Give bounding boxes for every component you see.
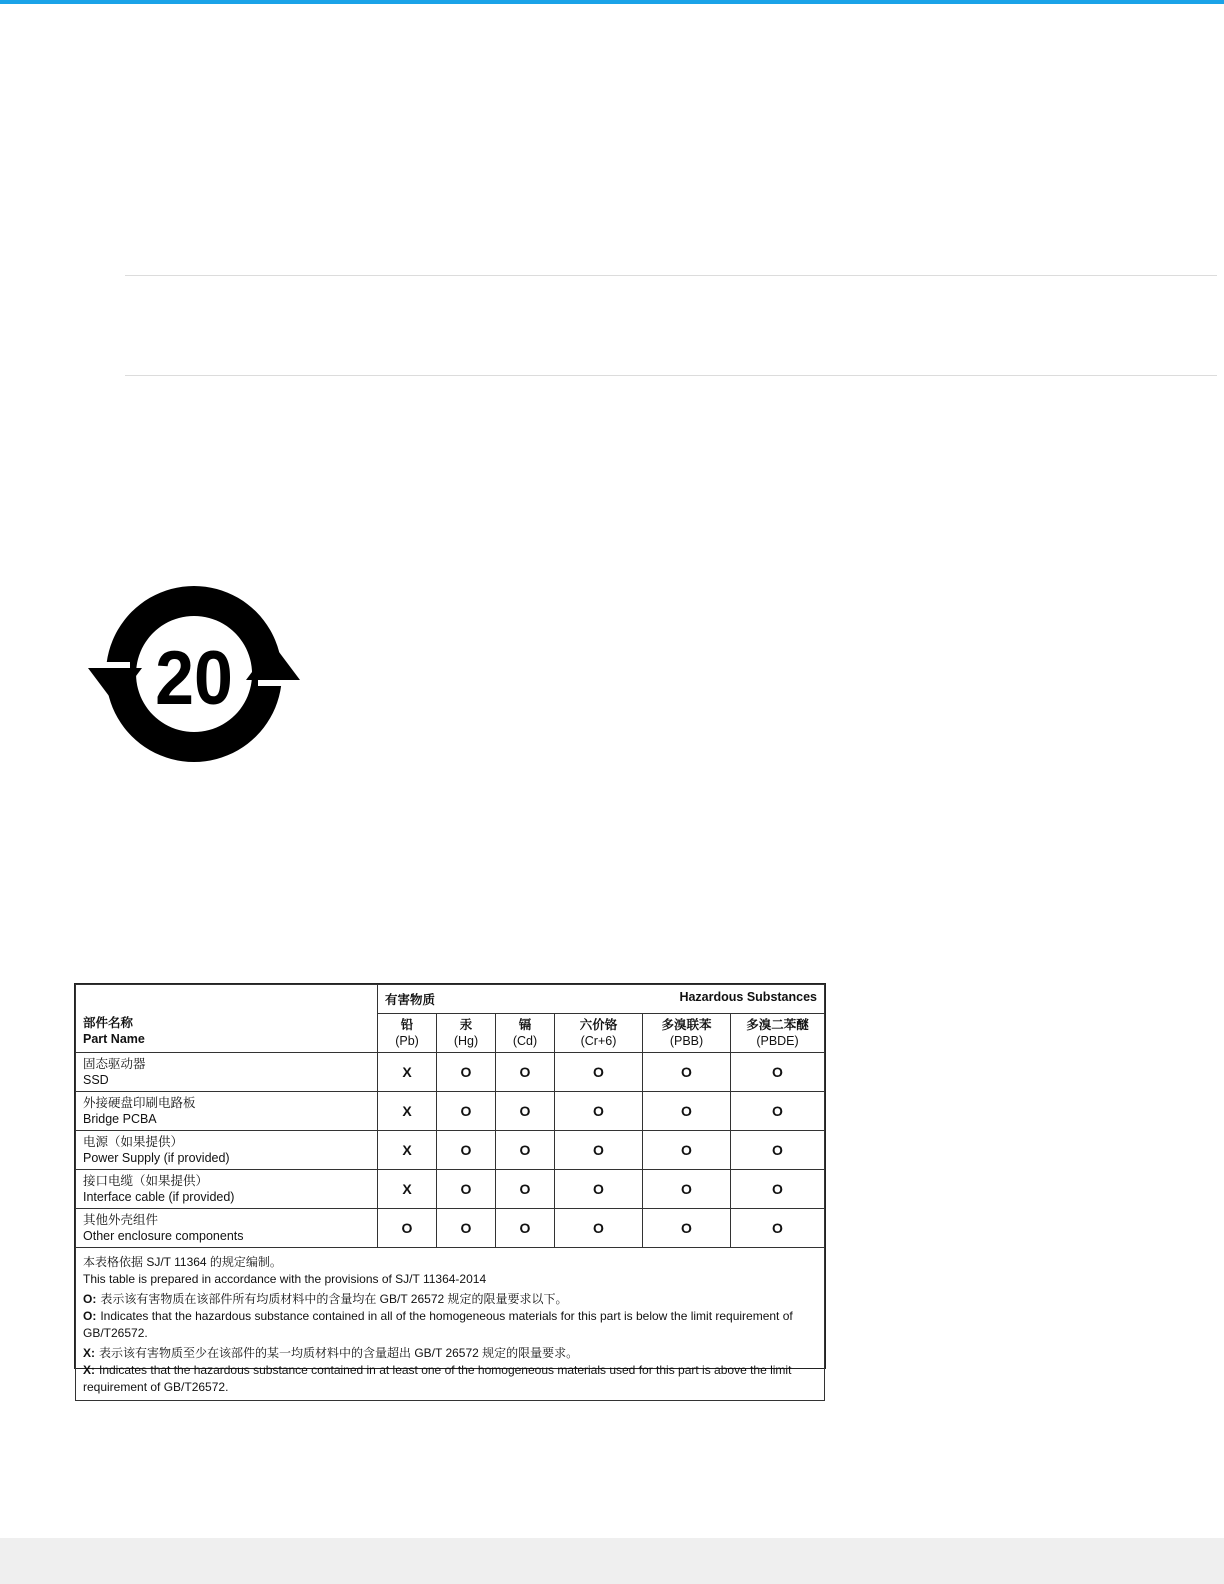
mark-cell: O: [731, 1131, 825, 1170]
mark-cell: O: [437, 1053, 496, 1092]
table-notes: [76, 1248, 824, 1400]
table-row: [76, 1209, 825, 1248]
substance-header: 铅 (Pb): [378, 1014, 437, 1053]
notes-row: [76, 1248, 825, 1401]
hazardous-cn: 有害物质: [385, 993, 436, 1007]
part-name-cn: 部件名称: [83, 1016, 134, 1030]
mark-cell: O: [496, 1053, 555, 1092]
substance-header: 多溴二苯醚 (PBDE): [731, 1014, 825, 1053]
substance-header: 六价铬 (Cr+6): [555, 1014, 643, 1053]
mark-cell: O: [731, 1170, 825, 1209]
mark-cell: O: [496, 1131, 555, 1170]
substance-header: 多溴联苯 (PBB): [643, 1014, 731, 1053]
note-prepared-cn: 本表格依据 SJ/T 11364 的规定编制。: [83, 1255, 282, 1269]
part-name-en: Part Name: [83, 1032, 145, 1046]
substance-header: 镉 (Cd): [496, 1014, 555, 1053]
part-name-cell: 固态驱动器 SSD: [76, 1053, 378, 1092]
mark-cell: O: [643, 1209, 731, 1248]
part-name-header: [76, 985, 378, 1053]
mark-cell: O: [555, 1170, 643, 1209]
divider-top: [125, 275, 1217, 276]
mark-cell: X: [378, 1131, 437, 1170]
mark-cell: O: [555, 1131, 643, 1170]
mark-cell: O: [496, 1170, 555, 1209]
mark-cell: O: [437, 1131, 496, 1170]
mark-cell: O: [731, 1092, 825, 1131]
mark-cell: O: [731, 1209, 825, 1248]
part-name-cell: 其他外壳组件 Other enclosure components: [76, 1209, 378, 1248]
mark-cell: O: [643, 1092, 731, 1131]
mark-cell: O: [555, 1209, 643, 1248]
note-o-cn: 表示该有害物质在该部件所有均质材料中的含量均在 GB/T 26572 规定的限量要求以下。: [100, 1292, 568, 1306]
table-row: [76, 1170, 825, 1209]
mark-cell: X: [378, 1053, 437, 1092]
note-x-cn: 表示该有害物质至少在该部件的某一均质材料中的含量超出 GB/T 26572 规定的限量要求。: [99, 1346, 579, 1360]
mark-cell: O: [643, 1170, 731, 1209]
mark-cell: O: [555, 1053, 643, 1092]
logo-number: 20: [155, 636, 233, 721]
note-o-key: O:: [83, 1309, 97, 1323]
table-row: [76, 1053, 825, 1092]
mark-cell: O: [643, 1131, 731, 1170]
table-row: [76, 1131, 825, 1170]
part-name-cell: 接口电缆（如果提供） Interface cable (if provided): [76, 1170, 378, 1209]
note-o-key: O:: [83, 1292, 97, 1306]
efup-20-years-icon: [86, 582, 302, 766]
mark-cell: O: [643, 1053, 731, 1092]
divider-bottom: [125, 375, 1217, 376]
mark-cell: O: [437, 1209, 496, 1248]
mark-cell: O: [555, 1092, 643, 1131]
mark-cell: O: [378, 1209, 437, 1248]
hazardous-header: [378, 985, 825, 1014]
rohs-table: [74, 983, 826, 1394]
hazardous-en: Hazardous Substances: [679, 990, 817, 1004]
mark-cell: O: [496, 1209, 555, 1248]
note-x-key: X:: [83, 1346, 95, 1360]
table-row: [76, 1092, 825, 1131]
page-footer-band: [0, 1538, 1224, 1584]
mark-cell: O: [437, 1092, 496, 1131]
mark-cell: X: [378, 1170, 437, 1209]
mark-cell: O: [731, 1053, 825, 1092]
mark-cell: O: [496, 1092, 555, 1131]
note-prepared-en: This table is prepared in accordance with the provisions of SJ/T 11364-2014: [83, 1272, 487, 1286]
part-name-cell: 电源（如果提供） Power Supply (if provided): [76, 1131, 378, 1170]
substance-header: 汞 (Hg): [437, 1014, 496, 1053]
top-accent-bar: [0, 0, 1224, 4]
note-x-en: Indicates that the hazardous substance contained in at least one of the homogeneous materials used for this part is above the limit requirement of GB/T26572.: [83, 1363, 792, 1394]
note-o-en: Indicates that the hazardous substance contained in all of the homogeneous materials for this part is below the limit requirement of GB/T26572.: [83, 1309, 793, 1340]
note-x-key: X:: [83, 1363, 95, 1377]
mark-cell: X: [378, 1092, 437, 1131]
part-name-cell: 外接硬盘印刷电路板 Bridge PCBA: [76, 1092, 378, 1131]
mark-cell: O: [437, 1170, 496, 1209]
